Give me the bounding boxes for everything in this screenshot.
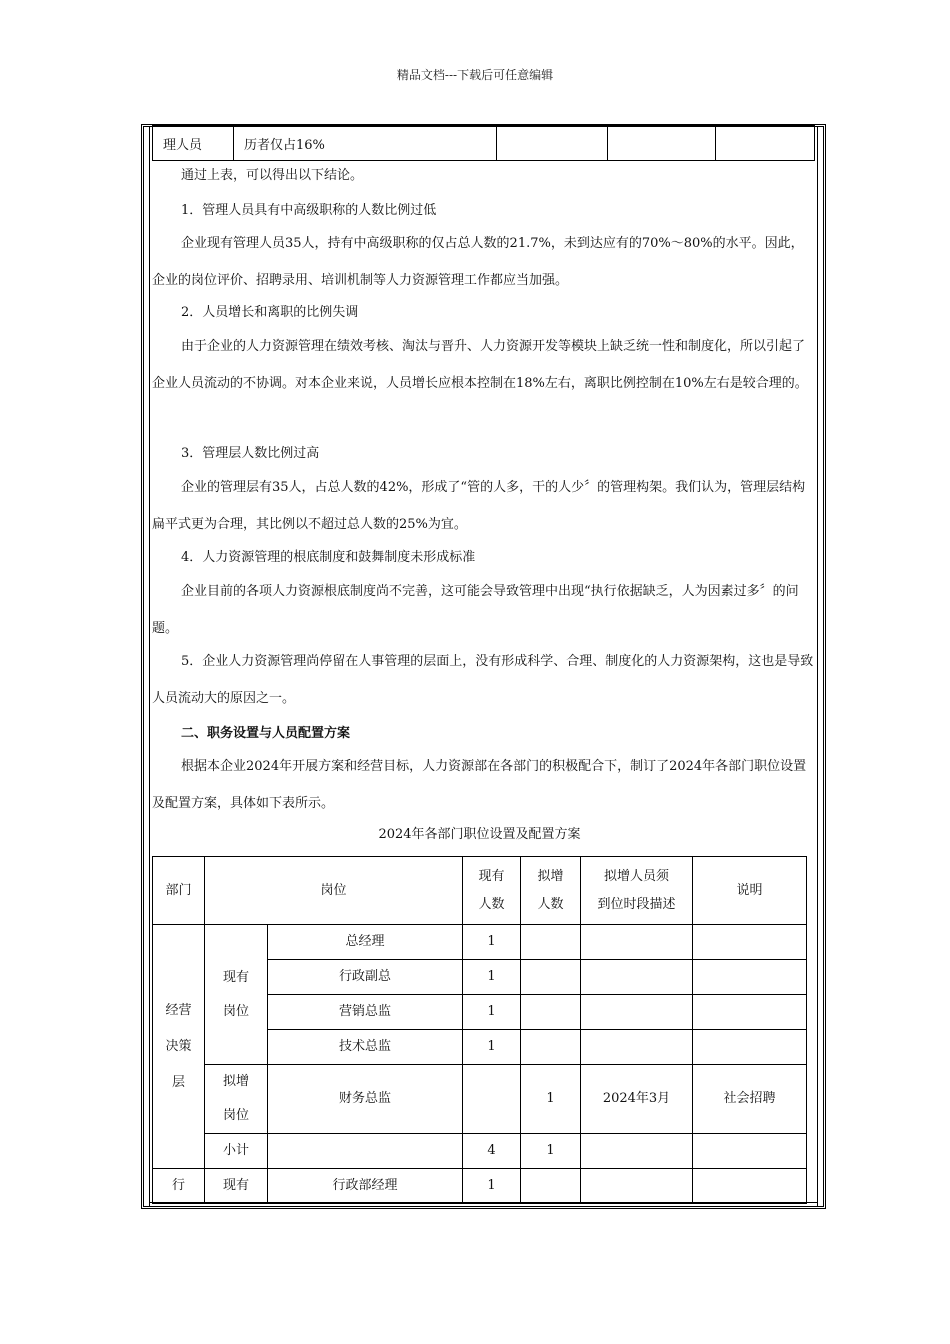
group-existing-cell: 现有 岗位 — [205, 925, 268, 1065]
table-row — [153, 1065, 807, 1134]
header-position: 岗位 — [205, 857, 463, 925]
table-cell — [497, 126, 608, 161]
table-row — [153, 925, 807, 960]
page-header: 精品文档---下载后可任意编辑 — [396, 68, 554, 82]
timing-cell — [581, 1134, 693, 1169]
note-cell: 社会招聘 — [693, 1065, 807, 1134]
table-title: 2024年各部门职位设置及配置方案 — [378, 827, 581, 842]
note-cell — [693, 960, 807, 995]
continued-table-row — [152, 125, 815, 161]
timing-cell — [581, 925, 693, 960]
timing-cell — [581, 1030, 693, 1065]
position-cell: 财务总监 — [268, 1065, 463, 1134]
note-cell — [693, 1169, 807, 1204]
note-cell — [693, 1030, 807, 1065]
section-item-3: 3．管理层人数比例过高 — [181, 446, 320, 461]
existing-count — [463, 1065, 521, 1134]
table-cell: 理人员 — [153, 126, 234, 161]
subtotal-label: 小计 — [205, 1134, 268, 1169]
existing-count: 4 — [463, 1134, 521, 1169]
position-cell: 技术总监 — [268, 1030, 463, 1065]
header-timing: 拟增人员须 到位时段描述 — [581, 857, 693, 925]
timing-cell — [581, 995, 693, 1030]
section-heading: 二、职务设置与人员配置方案 — [181, 726, 351, 741]
planned-count — [521, 925, 581, 960]
timing-cell — [581, 1169, 693, 1204]
planned-count — [521, 1030, 581, 1065]
planned-count: 1 — [521, 1134, 581, 1169]
section-item-1: 1．管理人员具有中高级职称的人数比例过低 — [181, 203, 437, 218]
section-item-5: 5．企业人力资源管理尚停留在人事管理的层面上，没有形成科学、合理、制度化的人力资源架构，这也是导致人员流动大的原因之一。 — [152, 654, 814, 706]
timing-cell — [581, 960, 693, 995]
planned-count — [521, 995, 581, 1030]
existing-count: 1 — [463, 925, 521, 960]
table-cell — [716, 126, 815, 161]
dept-cell: 行 — [153, 1169, 205, 1204]
position-cell: 营销总监 — [268, 995, 463, 1030]
paragraph: 由于企业的人力资源管理在绩效考核、淘汰与晋升、人力资源开发等模块上缺乏统一性和制度化，所以引起了企业人员流动的不协调。对本企业来说，人员增长应根本控制在18%左右，离职比例控制在10%左右是较合理的。 — [152, 339, 808, 391]
table-cell: 历者仅占16% — [234, 126, 497, 161]
table-row — [153, 1169, 807, 1204]
section-item-4: 4．人力资源管理的根底制度和鼓舞制度未形成标准 — [181, 550, 476, 565]
header-existing: 现有 人数 — [463, 857, 521, 925]
planned-count: 1 — [521, 1065, 581, 1134]
group-planned-cell: 拟增 岗位 — [205, 1065, 268, 1134]
paragraph: 根据本企业2024年开展方案和经营目标，人力资源部在各部门的积极配合下，制订了2024年各部门职位设置及配置方案，具体如下表所示。 — [152, 759, 807, 811]
position-plan-table — [152, 856, 807, 1204]
note-cell — [693, 995, 807, 1030]
note-cell — [693, 925, 807, 960]
section-item-2: 2．人员增长和离职的比例失调 — [181, 305, 359, 320]
header-note: 说明 — [693, 857, 807, 925]
group-existing-cell: 现有 — [205, 1169, 268, 1204]
paragraph: 企业现有管理人员35人，持有中高级职称的仅占总人数的21.7%，未到达应有的70%～80%的水平。因此，企业的岗位评价、招聘录用、培训机制等人力资源管理工作都应当加强。 — [152, 236, 804, 288]
dept-cell: 经营 决策 层 — [153, 925, 205, 1169]
paragraph: 通过上表，可以得出以下结论。 — [181, 168, 364, 183]
header-planned: 拟增 人数 — [521, 857, 581, 925]
position-cell: 总经理 — [268, 925, 463, 960]
position-cell — [268, 1134, 463, 1169]
existing-count: 1 — [463, 1169, 521, 1204]
note-cell — [693, 1134, 807, 1169]
position-cell: 行政部经理 — [268, 1169, 463, 1204]
header-dept: 部门 — [153, 857, 205, 925]
planned-count — [521, 1169, 581, 1204]
existing-count: 1 — [463, 960, 521, 995]
table-cell — [608, 126, 716, 161]
paragraph: 企业的管理层有35人，占总人数的42%，形成了“管的人多，干的人少〞的管理构架。我们认为，管理层结构扁平式更为合理，其比例以不超过总人数的25%为宜。 — [152, 480, 806, 532]
paragraph: 企业目前的各项人力资源根底制度尚不完善，这可能会导致管理中出现“执行依据缺乏，人为因素过多〞的问题。 — [152, 584, 799, 636]
existing-count: 1 — [463, 995, 521, 1030]
table-header-row — [153, 857, 807, 925]
position-cell: 行政副总 — [268, 960, 463, 995]
existing-count: 1 — [463, 1030, 521, 1065]
planned-count — [521, 960, 581, 995]
subtotal-row — [153, 1134, 807, 1169]
timing-cell: 2024年3月 — [581, 1065, 693, 1134]
